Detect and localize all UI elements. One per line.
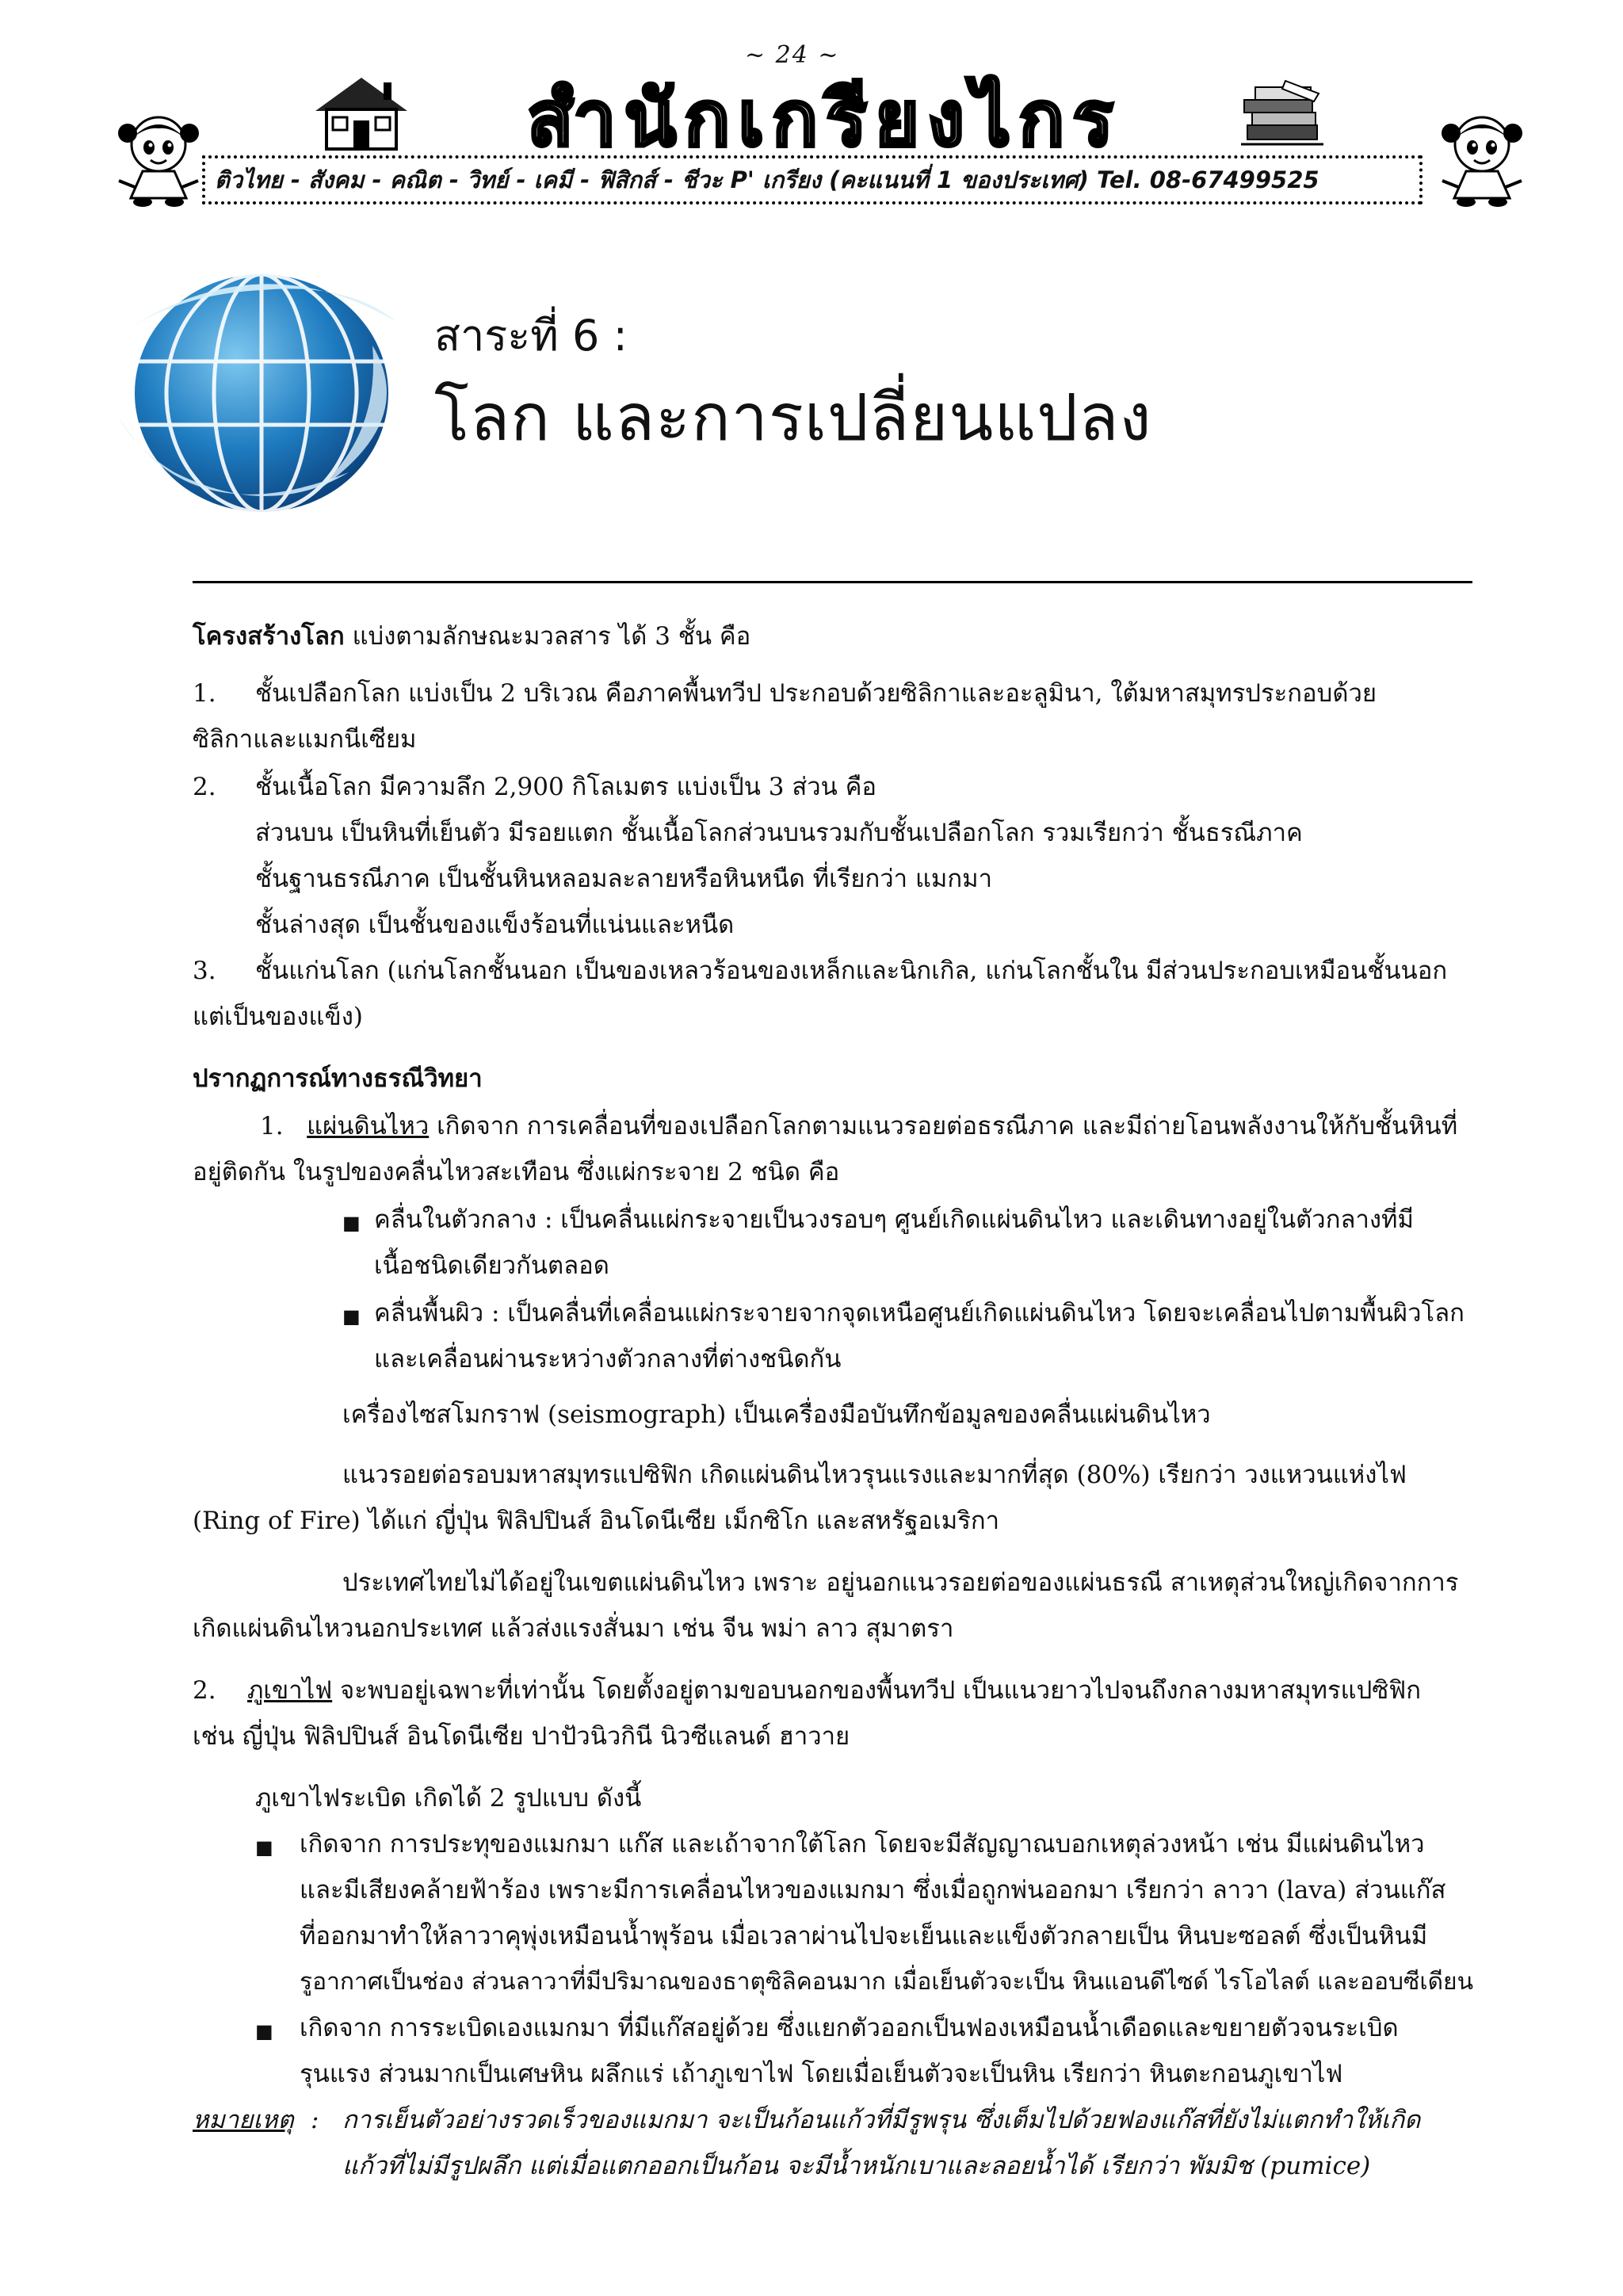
geology-heading: ปรากฏการณ์ทางธรณีวิทยา [193, 1064, 483, 1093]
page-number: ~ 24 ~ [745, 41, 840, 69]
thailand-cont: เกิดแผ่นดินไหวนอกประเทศ แล้วส่งแรงสั่นมา เช่น จีน พม่า ลาว สุมาตรา [193, 1614, 954, 1643]
bullet-item: คลื่นในตัวกลาง : เป็นคลื่นแผ่กระจายเป็นวงรอบๆ ศูนย์เกิดแผ่นดินไหว และเดินทางอยู่ในตัวกลางที่มี [374, 1205, 1414, 1234]
note-colon: : [311, 2106, 319, 2134]
bullet-item-cont: ที่ออกมาทำให้ลาวาคุพุ่งเหมือนน้ำพุร้อน เมื่อเวลาผ่านไปจะเย็นและแข็งตัวกลายเป็น หินบะซอลต์ ซึ่งเป็นหินมี [300, 1922, 1428, 1950]
school-logo-title: สำนักเกรียงไกร [527, 74, 1121, 163]
bullet-icon: ■ [255, 2020, 273, 2042]
list-item-cont: แต่เป็นของแข็ง) [193, 1003, 363, 1031]
list-item: ชั้นแก่นโลก (แก่นโลกชั้นนอก เป็นของเหลวร้อนของเหล็กและนิกเกิล, แก่นโลกชั้นใน มีส่วนประกอบเหมือนชั้นนอก [255, 957, 1448, 985]
volcano-cont: เช่น ญี่ปุ่น ฟิลิปปินส์ อินโดนีเซีย ปาปัวนิวกินี นิวซีแลนด์ ฮาวาย [193, 1722, 850, 1751]
bullet-item: คลื่นพื้นผิว : เป็นคลื่นที่เคลื่อนแผ่กระจายจากจุดเหนือศูนย์เกิดแผ่นดินไหว โดยจะเคลื่อนไปตามพื้นผิวโลก [374, 1299, 1465, 1328]
list-number: 3. [193, 957, 216, 985]
structure-intro [193, 617, 750, 656]
divider-line [193, 581, 1472, 583]
note-text-cont: แก้วที่ไม่มีรูปผลึก แต่เมื่อแตกออกเป็นก้อน จะมีน้ำหนักเบาและลอยน้ำได้ เรียกว่า พัมมิช (pumice) [342, 2152, 1371, 2180]
volcano-term: ภูเขาไฟ [247, 1676, 333, 1705]
subjects-tutor-banner: ติวไทย - สังคม - คณิต - วิทย์ - เคมี - ฟิสิกส์ - ชีวะ P' เกรียง (คะแนนที่ 1 ของประเทศ) Tel. 08-67499525 [202, 155, 1423, 204]
structure-heading: โครงสร้างโลก [193, 622, 345, 651]
sub-item: ส่วนบน เป็นหินที่เย็นตัว มีรอยแตก ชั้นเนื้อโลกส่วนบนรวมกับชั้นเปลือกโลก รวมเรียกว่า ชั้นธรณีภาค [255, 819, 1303, 847]
ring-of-fire-text: แนวรอยต่อรอบมหาสมุทรแปซิฟิก เกิดแผ่นดินไหวรุนแรงและมากที่สุด (80%) เรียกว่า วงแหวนแห่งไฟ [342, 1461, 1407, 1489]
structure-intro-text: แบ่งตามลักษณะมวลสาร ได้ 3 ชั้น คือ [344, 622, 751, 651]
thailand-text: ประเทศไทยไม่ได้อยู่ในเขตแผ่นดินไหว เพราะ อยู่นอกแนวรอยต่อของแผ่นธรณี สาเหตุส่วนใหญ่เกิดจากการ [342, 1568, 1459, 1597]
seismograph-text: เครื่องไซสโมกราฟ (seismograph) เป็นเครื่องมือบันทึกข้อมูลของคลื่นแผ่นดินไหว [342, 1400, 1211, 1429]
list-item: ชั้นเนื้อโลก มีความลึก 2,900 กิโลเมตร แบ่งเป็น 3 ส่วน คือ [255, 773, 877, 801]
bullet-item-cont: รุนแรง ส่วนมากเป็นเศษหิน ผลึกแร่ เถ้าภูเขาไฟ โดยเมื่อเย็นตัวจะเป็นหิน เรียกว่า หินตะกอนภูเขาไฟ [300, 2060, 1343, 2088]
bullet-icon: ■ [255, 1836, 273, 1859]
globe-icon [111, 235, 412, 532]
note-label: หมายเหตุ [193, 2106, 294, 2134]
section-title: โลก และการเปลี่ยนแปลง [434, 380, 1152, 456]
bullet-item-cont: รูอากาศเป็นช่อง ส่วนลาวาที่มีปริมาณของธาตุซิลิคอนมาก เมื่อเย็นตัวจะเป็น หินแอนดีไซด์ ไรโอไลต์ และออบซีเดียน [300, 1968, 1474, 1996]
list-number: 1. [260, 1112, 284, 1140]
eruption-intro: ภูเขาไฟระเบิด เกิดได้ 2 รูปแบบ ดังนี้ [255, 1784, 642, 1813]
note-text: การเย็นตัวอย่างรวดเร็วของแมกมา จะเป็นก้อนแก้วที่มีรูพรุน ซึ่งเต็มไปด้วยฟองแก๊สที่ยังไม่แตกทำให้เกิด [342, 2106, 1421, 2134]
earthquake-para [260, 1106, 1457, 1146]
bullet-item-cont: เนื้อชนิดเดียวกันตลอด [374, 1251, 609, 1280]
books-icon [1238, 78, 1327, 154]
list-number: 1. [193, 679, 216, 708]
sub-item: ชั้นล่างสุด เป็นชั้นของแข็งร้อนที่แน่นและหนืด [255, 911, 735, 939]
bullet-item: เกิดจาก การประทุของแมกมา แก๊ส และเถ้าจากใต้โลก โดยจะมีสัญญาณบอกเหตุล่วงหน้า เช่น มีแผ่นดินไหว [300, 1830, 1425, 1859]
bullet-item-cont: และมีเสียงคล้ายฟ้าร้อง เพราะมีการเคลื่อนไหวของแมกมา ซึ่งเมื่อถูกพ่นออกมา เรียกว่า ลาวา (lava) ส่วนแก๊ส [300, 1876, 1446, 1904]
bullet-item-cont: และเคลื่อนผ่านระหว่างตัวกลางที่ต่างชนิดกัน [374, 1345, 842, 1373]
bullet-icon: ■ [342, 1212, 361, 1234]
sub-item: ชั้นฐานธรณีภาค เป็นชั้นหินหลอมละลายหรือหินหนืด ที่เรียกว่า แมกมา [255, 865, 992, 893]
list-item-cont: ซิลิกาและแมกนีเซียม [193, 725, 417, 754]
list-number: 2. [193, 1676, 216, 1705]
earthquake-term: แผ่นดินไหว [307, 1112, 430, 1140]
earthquake-text: เกิดจาก การเคลื่อนที่ของเปลือกโลกตามแนวรอยต่อธรณีภาค และมีถ่ายโอนพลังงานให้กับชั้นหินที่ [429, 1112, 1458, 1140]
bullet-icon: ■ [342, 1305, 361, 1328]
volcano-para [193, 1671, 1421, 1710]
section-label: สาระที่ 6 : [434, 311, 628, 361]
earthquake-cont: อยู่ติดกัน ในรูปของคลื่นไหวสะเทือน ซึ่งแผ่กระจาย 2 ชนิด คือ [193, 1158, 840, 1186]
volcano-text: จะพบอยู่เฉพาะที่เท่านั้น โดยตั้งอยู่ตามขอบนอกของพื้นทวีป เป็นแนวยาวไปจนถึงกลางมหาสมุทรแปซิฟิก [332, 1676, 1422, 1705]
house-icon [311, 73, 412, 152]
bullet-item: เกิดจาก การระเบิดเองแมกมา ที่มีแก๊สอยู่ด้วย ซึ่งแยกตัวออกเป็นฟองเหมือนน้ำเดือดและขยายตัวจนระเบิด [300, 2014, 1399, 2042]
mascot-left-icon [115, 111, 202, 210]
mascot-right-icon [1438, 111, 1526, 210]
list-number: 2. [193, 773, 216, 801]
ring-of-fire-cont: (Ring of Fire) ได้แก่ ญี่ปุ่น ฟิลิปปินส์ อินโดนีเซีย เม็กซิโก และสหรัฐอเมริกา [193, 1507, 1000, 1535]
list-item: ชั้นเปลือกโลก แบ่งเป็น 2 บริเวณ คือภาคพื้นทวีป ประกอบด้วยซิลิกาและอะลูมินา, ใต้มหาสมุทรประกอบด้วย [255, 679, 1377, 708]
